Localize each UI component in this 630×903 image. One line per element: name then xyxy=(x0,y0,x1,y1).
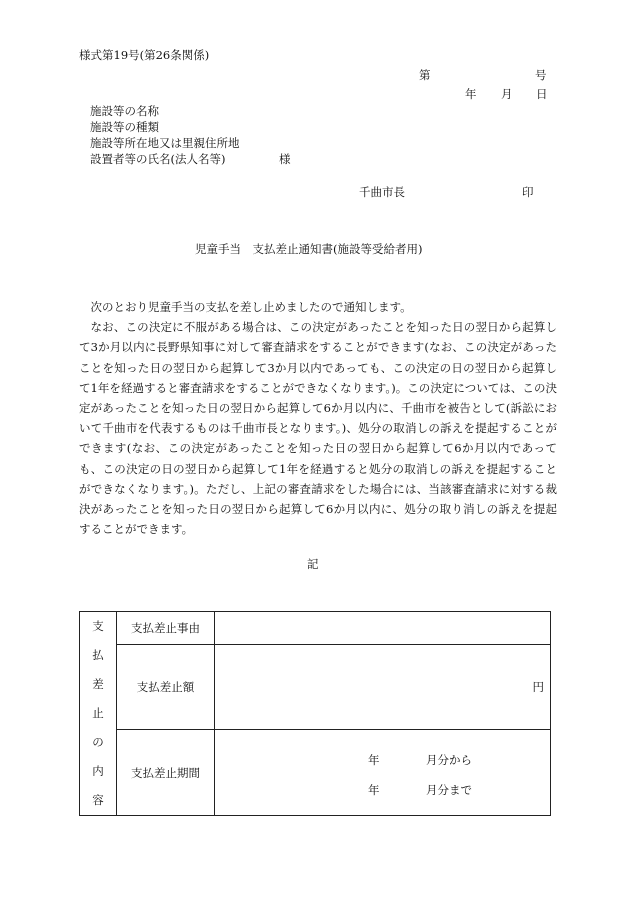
amount-unit: 円 xyxy=(215,645,551,730)
side-char: の xyxy=(92,735,104,749)
period-to-year: 年 xyxy=(368,783,380,797)
period-to xyxy=(368,782,472,798)
detail-table xyxy=(79,611,551,816)
doc-number-prefix: 第 xyxy=(419,68,431,82)
facility-name-label: 施設等の名称 xyxy=(90,104,159,118)
form-number: 様式第19号(第26条関係) xyxy=(79,48,210,62)
side-char: 容 xyxy=(92,793,104,807)
date-year: 年 xyxy=(465,87,477,101)
ki-heading: 記 xyxy=(307,557,319,571)
side-label-cell xyxy=(80,612,117,816)
date-day: 日 xyxy=(536,87,548,101)
reason-label: 支払差止事由 xyxy=(117,612,215,645)
body-paragraph-2: なお、この決定に不服がある場合は、この決定があったことを知った日の翌日から起算して3か月以内に長野県知事に対して審査請求をすることができます(なお、この決定があったことを知った日の翌日から起算して3か月以内であっても、この決定の日の翌日から起算して1年を経過すると審査請求をすることができなくなります。)。この決定については、この決定があったことを知った日の翌日から起算して6か月以内に、千曲市を被告として(訴訟において千曲市を代表するものは千曲市長となります。)、処分の取消しの訴えを提起することができます(なお、この決定があったことを知った日の翌日から起算して6か月以内であっても、この決定の日の翌日から起算して1年を経過すると処分の取消しの訴えを提起することができなくなります。)。ただし、上記の審査請求をした場合には、当該審査請求に対する裁決があったことを知った日の翌日から起算して6か月以内に、処分の取り消しの訴えを提起することができます。 xyxy=(79,320,557,537)
doc-number-suffix: 号 xyxy=(535,68,547,82)
table-row xyxy=(80,612,551,645)
body-paragraph-1: 次のとおり児童手当の支払を差し止めましたので通知します。 xyxy=(90,300,412,314)
period-from-year: 年 xyxy=(368,753,380,767)
side-char: 支 xyxy=(92,619,104,633)
founder-name-label: 設置者等の氏名(法人名等) xyxy=(90,152,226,166)
period-label: 支払差止期間 xyxy=(117,730,215,816)
body-text xyxy=(79,297,557,539)
side-char: 払 xyxy=(92,648,104,662)
facility-type-label: 施設等の種類 xyxy=(90,120,159,134)
reason-value xyxy=(215,612,551,645)
period-from-month: 月分から xyxy=(426,753,472,767)
side-char: 止 xyxy=(92,706,104,720)
period-to-month: 月分まで xyxy=(426,783,472,797)
honorific: 様 xyxy=(279,152,291,166)
period-value-cell xyxy=(215,730,551,816)
seal-mark: 印 xyxy=(522,185,534,199)
side-char: 内 xyxy=(92,764,104,778)
table-row xyxy=(80,645,551,730)
period-from xyxy=(368,752,472,768)
facility-address-label: 施設等所在地又は里親住所地 xyxy=(90,136,240,150)
date-month: 月 xyxy=(501,87,513,101)
sender-title: 千曲市長 xyxy=(359,185,405,199)
document-title: 児童手当 支払差止通知書(施設等受給者用) xyxy=(195,242,423,256)
amount-label: 支払差止額 xyxy=(117,645,215,730)
table-row xyxy=(80,730,551,816)
side-char: 差 xyxy=(92,677,104,691)
